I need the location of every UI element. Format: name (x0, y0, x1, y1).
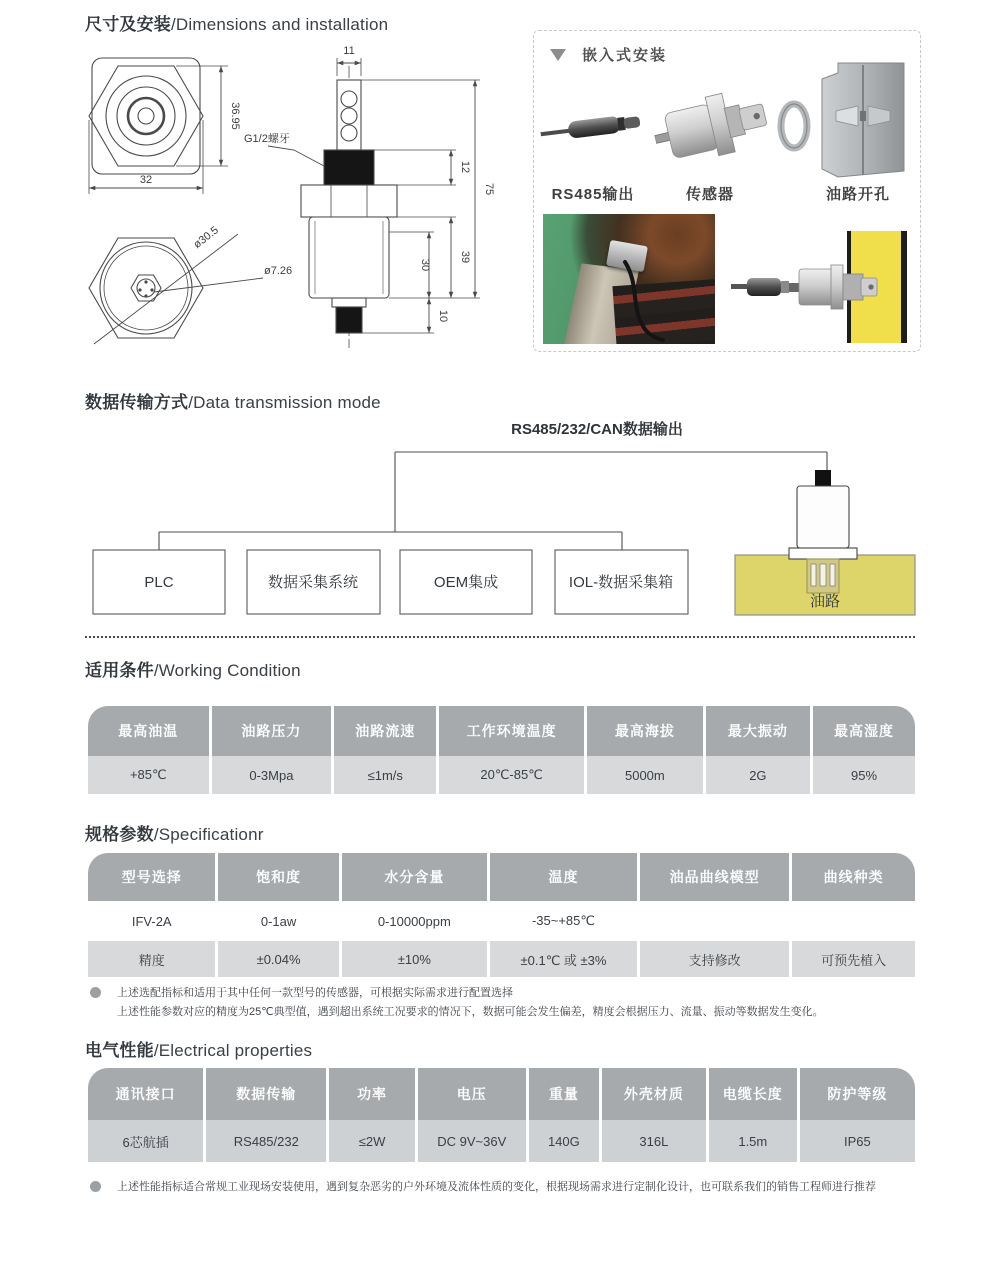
table-cell: ±0.1℃ 或 ±3% (490, 941, 637, 977)
node-iol-box: IOL-数据采集箱 (568, 574, 674, 591)
sensor-image (645, 67, 783, 187)
thread-section (324, 150, 374, 185)
transmission-diagram (85, 418, 920, 630)
col-header: 工作环境温度 (439, 706, 584, 756)
table-cell: RS485/232 (206, 1120, 326, 1162)
dim-inner-height: 30 (419, 258, 431, 272)
installation-photo (543, 214, 715, 344)
dim-total-height: 75 (483, 182, 495, 196)
dim-outer-diameter: ø30.5 (191, 224, 221, 252)
specification-note (90, 984, 920, 1021)
panel-header (550, 44, 667, 65)
node-plc: PLC (144, 574, 174, 591)
oil-block-image (814, 59, 912, 179)
table-cell: ≤2W (329, 1120, 414, 1162)
mounted-render (731, 231, 914, 343)
oil-label: 油路 (809, 593, 841, 610)
rs485-cable-image (537, 90, 663, 160)
note-text (117, 984, 824, 1021)
table-cell: ±0.04% (218, 941, 338, 977)
dotted-divider (85, 636, 915, 638)
photo-cable (543, 214, 715, 344)
table-cell (640, 901, 789, 941)
section-title-working (85, 656, 301, 681)
section-title-specification (85, 820, 264, 845)
electrical-note (90, 1178, 930, 1197)
front-view (89, 58, 228, 194)
section-title-zh: 规格参数 (85, 825, 154, 844)
table-cell: 20℃-85℃ (439, 756, 584, 794)
table-cell: 可预先植入 (792, 941, 915, 977)
node-oem: OEM集成 (433, 574, 499, 591)
embedded-installation-panel (533, 30, 921, 352)
table-cell: ≤1m/s (334, 756, 436, 794)
col-header: 电缆长度 (709, 1068, 797, 1120)
table-cell: 140G (529, 1120, 599, 1162)
col-header: 重量 (529, 1068, 599, 1120)
col-header: 曲线种类 (792, 853, 915, 901)
table-cell: 精度 (88, 941, 215, 977)
table-cell (792, 901, 915, 941)
panel-item-sensor-label: 传感器 (685, 186, 734, 203)
section-title-zh: 数据传输方式 (85, 393, 189, 412)
section-title-en: /Working Condition (153, 661, 301, 680)
table-cell: +85℃ (88, 756, 209, 794)
section-title-transmission (85, 388, 381, 413)
section-title-zh: 尺寸及安装 (85, 15, 171, 34)
section-title-en: /Dimensions and installation (171, 15, 389, 34)
table-cell: -35~+85℃ (490, 901, 637, 941)
electrical-table (88, 1068, 915, 1162)
thread-label: G1/2螺牙 (244, 133, 290, 145)
section-title-en: /Electrical properties (153, 1041, 313, 1060)
section-title-en: /Data transmission mode (188, 393, 381, 412)
table-cell: 6芯航插 (88, 1120, 203, 1162)
table-cell: IFV-2A (88, 901, 215, 941)
dimension-drawing-side-view (238, 36, 513, 361)
section-title-electrical (85, 1036, 312, 1061)
o-ring-image (776, 99, 812, 153)
col-header: 电压 (418, 1068, 526, 1120)
section-title-en: /Specificationr (153, 825, 264, 844)
panel-item-oilhole-label: 油路开孔 (825, 186, 890, 203)
table-cell: 5000m (587, 756, 703, 794)
col-header: 功率 (329, 1068, 414, 1120)
table-cell: 2G (706, 756, 810, 794)
dim-probe-width: 11 (343, 45, 355, 57)
col-header: 通讯接口 (88, 1068, 203, 1120)
dim-inner-diameter: ø7.26 (264, 265, 293, 277)
table-cell: DC 9V~36V (418, 1120, 526, 1162)
note-line: 上述性能参数对应的精度为25℃典型值，遇到超出系统工况要求的情况下，数据可能会发生偏差，精度会根据压力、流量、振动等数据发生变化。 (117, 1005, 824, 1018)
table-cell: 0-3Mpa (212, 756, 332, 794)
col-header: 数据传输 (206, 1068, 326, 1120)
table-cell: 1.5m (709, 1120, 797, 1162)
col-header: 饱和度 (218, 853, 338, 901)
mounted-sensor-image (731, 261, 881, 313)
bullet-icon (90, 1181, 101, 1192)
node-daq-system: 数据采集系统 (267, 574, 359, 591)
table-cell: 支持修改 (640, 941, 789, 977)
col-header: 型号选择 (88, 853, 215, 901)
dim-front-width: 32 (139, 174, 153, 186)
col-header: 油路流速 (334, 706, 436, 756)
diagram-oil-circuit (735, 470, 915, 615)
diagram-output-label: RS485/232/CAN数据输出 (511, 421, 683, 438)
bullet-icon (90, 987, 101, 998)
col-header: 防护等级 (800, 1068, 915, 1120)
table-cell: 95% (813, 756, 915, 794)
triangle-down-icon (550, 49, 566, 61)
dim-front-height: 36.95 (229, 102, 241, 130)
dim-connector-height: 10 (437, 309, 449, 323)
bottom-connector (336, 307, 362, 333)
col-header: 油路压力 (212, 706, 332, 756)
section-title-zh: 电气性能 (85, 1041, 154, 1060)
table-cell: ±10% (342, 941, 487, 977)
note-line: 上述选配指标和适用于其中任何一款型号的传感器，可根据实际需求进行配置选择 (117, 987, 513, 999)
col-header: 水分含量 (342, 853, 487, 901)
col-header: 最大振动 (706, 706, 810, 756)
col-header: 油品曲线模型 (640, 853, 789, 901)
dim-thread-height: 12 (459, 160, 471, 174)
dim-body-height: 39 (459, 250, 471, 264)
table-cell: 0-10000ppm (342, 901, 487, 941)
panel-item-rs485-label: RS485输出 (551, 186, 635, 203)
section-title-zh: 适用条件 (85, 661, 154, 680)
specification-table (88, 853, 915, 977)
table-cell: 0-1aw (218, 901, 338, 941)
section-title-dimensions (85, 10, 388, 35)
col-header: 最高油温 (88, 706, 209, 756)
col-header: 温度 (490, 853, 637, 901)
diagram-nodes (93, 550, 688, 614)
note-text: 上述性能指标适合常规工业现场安装使用，遇到复杂恶劣的户外环境及流体性质的变化，根据现场需求进行定制化设计，也可联系我们的销售工程师进行推荐 (117, 1181, 876, 1193)
table-cell: IP65 (800, 1120, 915, 1162)
working-condition-table (88, 706, 915, 794)
diagram-lines (159, 452, 827, 550)
panel-title: 嵌入式安装 (582, 47, 668, 64)
col-header: 外壳材质 (602, 1068, 706, 1120)
col-header: 最高湿度 (813, 706, 915, 756)
col-header: 最高海拔 (587, 706, 703, 756)
table-cell: 316L (602, 1120, 706, 1162)
